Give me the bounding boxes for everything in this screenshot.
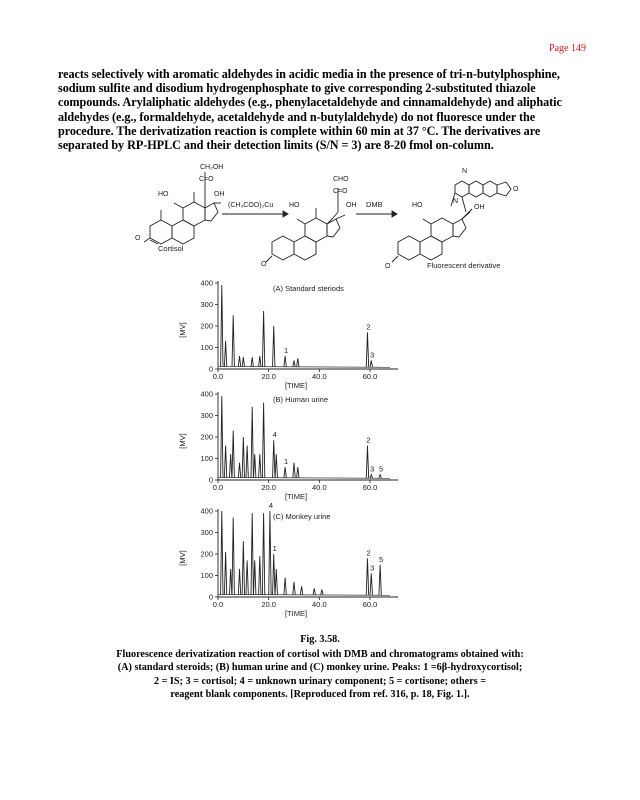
y-tick-label-c: 200 bbox=[200, 549, 213, 559]
peak-c bbox=[269, 511, 271, 595]
chart-title-a: (A) Standard steriods bbox=[273, 284, 344, 293]
y-tick-label-b: 100 bbox=[200, 454, 213, 463]
ch2oh-group: CH₂OH bbox=[200, 164, 224, 171]
reaction-scheme bbox=[135, 164, 519, 270]
peak-c bbox=[229, 569, 231, 595]
peak-a bbox=[273, 326, 275, 367]
y-tick-label-c: 0 bbox=[208, 592, 213, 602]
peak-a bbox=[238, 356, 240, 367]
peak-b bbox=[242, 437, 244, 478]
x-tick-label-c: 20.0 bbox=[261, 600, 276, 609]
peak-b bbox=[297, 467, 299, 478]
y-axis-label-a: [MV] bbox=[178, 322, 187, 338]
peak-label-c: 4 bbox=[268, 501, 274, 510]
cho-group: CHO bbox=[333, 176, 349, 183]
y-tick-label-b: 400 bbox=[200, 389, 213, 399]
chromatogram-a bbox=[178, 279, 398, 391]
peak-b bbox=[238, 463, 240, 478]
reagent-copper-acetate: (CH₃COO)₂Cu bbox=[228, 202, 274, 209]
x-axis-label-c: [TIME] bbox=[284, 609, 308, 618]
chromatogram-c bbox=[178, 501, 398, 618]
peak-a bbox=[259, 356, 261, 367]
y-axis-label-c: [MV] bbox=[178, 550, 187, 566]
y-tick-label-a: 200 bbox=[200, 321, 213, 331]
peak-label-a: 2 bbox=[366, 322, 371, 332]
peak-label-b: 4 bbox=[272, 430, 277, 440]
oh-group-intermediate: OH bbox=[346, 202, 357, 209]
peak-c bbox=[273, 554, 275, 595]
x-tick-label-a: 60.0 bbox=[362, 372, 378, 381]
peak-c bbox=[293, 582, 295, 595]
caption-line-2: (A) standard steroids; (B) human urine and (C) monkey urine. Peaks: 1 =6β-hydroxycortisol; bbox=[117, 662, 523, 674]
co-group-intermediate: C=O bbox=[333, 188, 348, 195]
peak-label-a: 3 bbox=[370, 350, 375, 360]
peak-c bbox=[366, 558, 368, 595]
figure-number: Fig. 3.58. bbox=[300, 634, 340, 645]
chart-title-c: (C) Monkey urine bbox=[273, 512, 331, 521]
peak-b bbox=[232, 431, 234, 478]
baseline-a bbox=[218, 366, 390, 367]
peak-b bbox=[251, 407, 253, 478]
body-paragraph: reacts selectively with aromatic aldehydes in acidic media in the presence of tri-n-butylphosphine, sodium sulfite and disodium hydrogenphosphate to give corresponding 2-substituted thiazole compounds. Arylaliphatic aldehydes (e.g., phenylacetaldehyde and cinnamaldehyde) and aliphatic aldehydes (e.g., formaldehyde, acetaldehyde and n-butylaldehyde) do not fluoresce under the procedure. The derivatization reaction is complete within 60 min at 37 °C. The derivatives are separated by RP-HPLC and their detection limits (S/N = 3) are 8-20 fmol on-column. bbox=[58, 67, 562, 153]
peak-c bbox=[242, 541, 244, 595]
y-tick-label-b: 300 bbox=[200, 411, 213, 420]
peak-b bbox=[379, 475, 381, 478]
x-tick-label-b: 20.0 bbox=[261, 483, 276, 492]
peak-a bbox=[232, 315, 234, 367]
cortisol-label: Cortisol bbox=[158, 244, 184, 253]
peak-c bbox=[379, 565, 381, 595]
peak-c bbox=[262, 513, 264, 595]
peak-b bbox=[275, 454, 277, 478]
peak-a bbox=[262, 311, 264, 367]
peak-a bbox=[221, 285, 223, 367]
peak-b bbox=[224, 446, 226, 478]
peak-label-c: 2 bbox=[366, 548, 371, 558]
peak-c bbox=[221, 511, 223, 595]
peak-a bbox=[293, 360, 295, 366]
peak-b bbox=[284, 467, 286, 478]
peak-a bbox=[251, 357, 253, 367]
reagent-dmb: DMB bbox=[366, 200, 383, 209]
peak-b bbox=[370, 475, 372, 478]
peak-c bbox=[246, 560, 248, 594]
y-tick-label-b: 200 bbox=[200, 432, 213, 442]
y-tick-label-c: 100 bbox=[200, 571, 213, 580]
product-label: Fluorescent derivative bbox=[427, 261, 501, 270]
peak-label-b: 3 bbox=[370, 464, 375, 474]
peak-label-b: 2 bbox=[366, 435, 371, 445]
peak-c bbox=[238, 569, 240, 595]
co-group: C=O bbox=[199, 176, 214, 183]
peak-c bbox=[254, 560, 256, 594]
ho-group-cortisol: HO bbox=[158, 191, 169, 198]
peak-label-c: 3 bbox=[370, 563, 375, 573]
y-tick-label-c: 400 bbox=[200, 506, 213, 516]
x-tick-label-b: 60.0 bbox=[362, 483, 378, 492]
intermediate-structure bbox=[266, 188, 345, 262]
o-atom-dioxole: O bbox=[513, 186, 519, 193]
n-atom-top: N bbox=[462, 168, 468, 175]
peak-b bbox=[229, 454, 231, 478]
peak-c bbox=[259, 556, 261, 595]
peak-a bbox=[366, 332, 368, 366]
peak-c bbox=[275, 569, 277, 595]
peak-b bbox=[246, 446, 248, 478]
x-tick-label-c: 60.0 bbox=[362, 600, 378, 609]
peak-b bbox=[366, 446, 368, 478]
y-tick-label-b: 0 bbox=[208, 475, 213, 485]
n-atom-bottom: N bbox=[453, 198, 459, 205]
peak-b bbox=[293, 463, 295, 478]
peak-label-b: 5 bbox=[379, 464, 384, 474]
peak-c bbox=[300, 586, 302, 595]
ho-group-intermediate: HO bbox=[289, 202, 300, 209]
x-tick-label-b: 40.0 bbox=[312, 483, 327, 492]
peak-c bbox=[251, 513, 253, 595]
caption-line-3: 2 = IS; 3 = cortisol; 4 = unknown urinary component; 5 = cortisone; others = bbox=[153, 675, 487, 687]
peak-c bbox=[321, 589, 323, 594]
y-tick-label-a: 100 bbox=[200, 343, 213, 352]
peak-c bbox=[284, 578, 286, 595]
peak-a bbox=[370, 360, 372, 366]
peak-b bbox=[273, 440, 275, 478]
oh-group-cortisol: OH bbox=[214, 191, 225, 198]
peak-label-c: 1 bbox=[272, 544, 277, 553]
peak-c bbox=[370, 573, 372, 595]
page-number: Page 149 bbox=[549, 43, 586, 54]
y-tick-label-a: 400 bbox=[200, 278, 213, 288]
x-tick-label-c: 40.0 bbox=[312, 600, 327, 609]
chart-title-b: (B) Human urine bbox=[273, 395, 329, 404]
baseline-c bbox=[218, 594, 390, 595]
figure-caption bbox=[80, 633, 560, 701]
peak-b bbox=[259, 454, 261, 478]
o-group-intermediate: O bbox=[261, 261, 267, 268]
x-tick-label-c: 0.0 bbox=[212, 600, 224, 609]
peak-c bbox=[313, 588, 315, 594]
o-group-product: O bbox=[385, 263, 391, 270]
y-axis-label-b: [MV] bbox=[178, 433, 187, 449]
x-tick-label-b: 0.0 bbox=[212, 483, 224, 492]
peak-b bbox=[262, 403, 264, 478]
chromatogram-b bbox=[178, 390, 398, 502]
peak-b bbox=[254, 454, 256, 478]
ho-group-product: HO bbox=[412, 202, 423, 209]
peak-a bbox=[297, 358, 299, 367]
peak-label-b: 1 bbox=[284, 457, 289, 467]
y-tick-label-a: 300 bbox=[200, 300, 213, 309]
product-structure bbox=[392, 181, 511, 262]
peak-a bbox=[242, 357, 244, 367]
x-tick-label-a: 20.0 bbox=[261, 372, 276, 381]
peak-b bbox=[221, 396, 223, 478]
o-group-cortisol: O bbox=[135, 235, 141, 242]
y-tick-label-c: 300 bbox=[200, 528, 213, 537]
peak-a bbox=[224, 341, 226, 367]
peak-label-a: 1 bbox=[284, 346, 289, 356]
peak-a bbox=[284, 356, 286, 367]
x-axis-label-b: [TIME] bbox=[284, 492, 308, 501]
peak-label-c: 5 bbox=[379, 554, 384, 564]
peak-c bbox=[224, 552, 226, 595]
oh-group-product: OH bbox=[474, 204, 485, 211]
caption-line-1: Fluorescence derivatization reaction of cortisol with DMB and chromatograms obtained with: bbox=[116, 649, 524, 661]
baseline-b bbox=[218, 477, 390, 478]
peak-c bbox=[232, 517, 234, 594]
caption-line-4: reagent blank components. [Reproduced from ref. 316, p. 18, Fig. 1.]. bbox=[170, 688, 470, 700]
x-tick-label-a: 0.0 bbox=[212, 372, 224, 381]
x-tick-label-a: 40.0 bbox=[312, 372, 327, 381]
x-axis-label-a: [TIME] bbox=[284, 381, 308, 390]
y-tick-label-a: 0 bbox=[208, 364, 213, 374]
